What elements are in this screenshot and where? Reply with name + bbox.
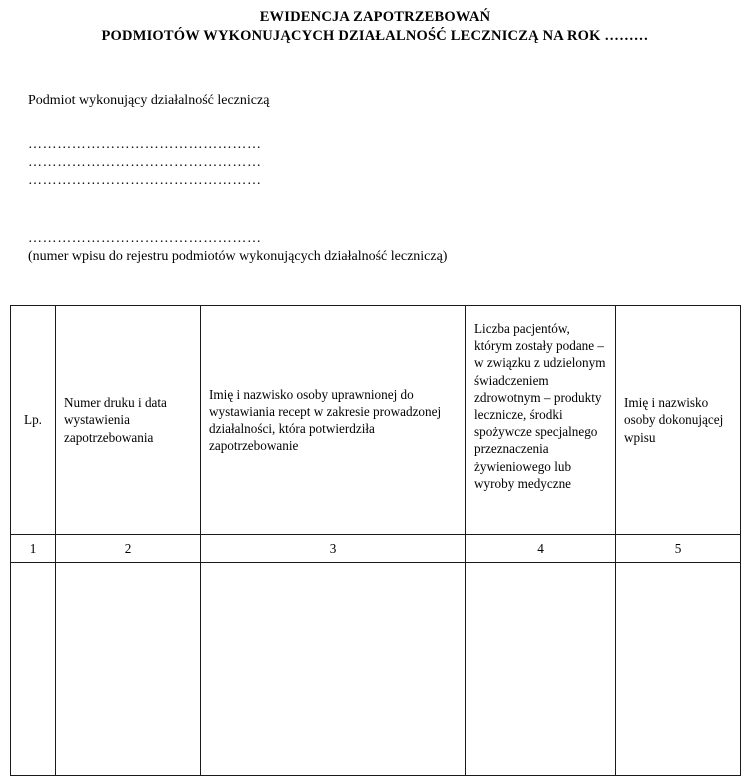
table-cell-recording-person[interactable] [616, 563, 741, 776]
table-header-authorized-person [201, 306, 466, 535]
entity-fill-line-3[interactable]: ………………………………………… [28, 173, 262, 188]
table-cell-patient-count[interactable] [466, 563, 616, 776]
table-header-lp-label: Lp. [24, 412, 42, 428]
column-number-1: 1 [11, 535, 56, 563]
table-header-document-number-date [56, 306, 201, 535]
registry-number-fill-line[interactable]: ………………………………………… [28, 231, 262, 246]
table-header-patient-count-label: Liczba pacjentów, którym zostały podane – w związku z udzielonym świadczeniem zdrowotnym – produkty lecznicze, środki spożywcze specjalnego przeznaczenia żywieniowego lub wyroby medyczne [474, 321, 606, 491]
spacer [28, 190, 588, 230]
requisition-register-table [10, 305, 741, 776]
table-header-row [11, 306, 741, 535]
column-number-3: 3 [201, 535, 466, 563]
page-title [0, 8, 750, 46]
page-title-line-2: PODMIOTÓW WYKONUJĄCYCH DZIAŁALNOŚĆ LECZNICZĄ NA ROK ……… [101, 28, 649, 44]
column-number-2: 2 [56, 535, 201, 563]
table-row [11, 563, 741, 776]
entity-label: Podmiot wykonujący działalność leczniczą [28, 93, 270, 108]
table-cell-authorized-person[interactable] [201, 563, 466, 776]
table-header-document-number-date-label: Numer druku i data wystawienia zapotrzebowania [64, 395, 167, 445]
entity-details-block [28, 92, 588, 266]
table-cell-lp[interactable] [11, 563, 56, 776]
table-header-recording-person [616, 306, 741, 535]
entity-name-fill-lines [28, 136, 588, 190]
column-number-4: 4 [466, 535, 616, 563]
registry-number-caption: (numer wpisu do rejestru podmiotów wykonujących działalność leczniczą) [28, 249, 448, 264]
table-cell-document-number-date[interactable] [56, 563, 201, 776]
column-number-5: 5 [616, 535, 741, 563]
table-header-recording-person-label: Imię i nazwisko osoby dokonującej wpisu [624, 395, 724, 445]
entity-fill-line-1[interactable]: ………………………………………… [28, 137, 262, 152]
table-header-patient-count [466, 306, 616, 535]
table-header-authorized-person-label: Imię i nazwisko osoby uprawnionej do wystawiania recept w zakresie prowadzonej działalności, która potwierdziła zapotrzebowanie [209, 386, 442, 454]
table-header-lp [11, 306, 56, 535]
entity-fill-line-2[interactable]: ………………………………………… [28, 155, 262, 170]
table-column-number-row [11, 535, 741, 563]
page-title-line-1: EWIDENCJA ZAPOTRZEBOWAŃ [259, 9, 491, 25]
